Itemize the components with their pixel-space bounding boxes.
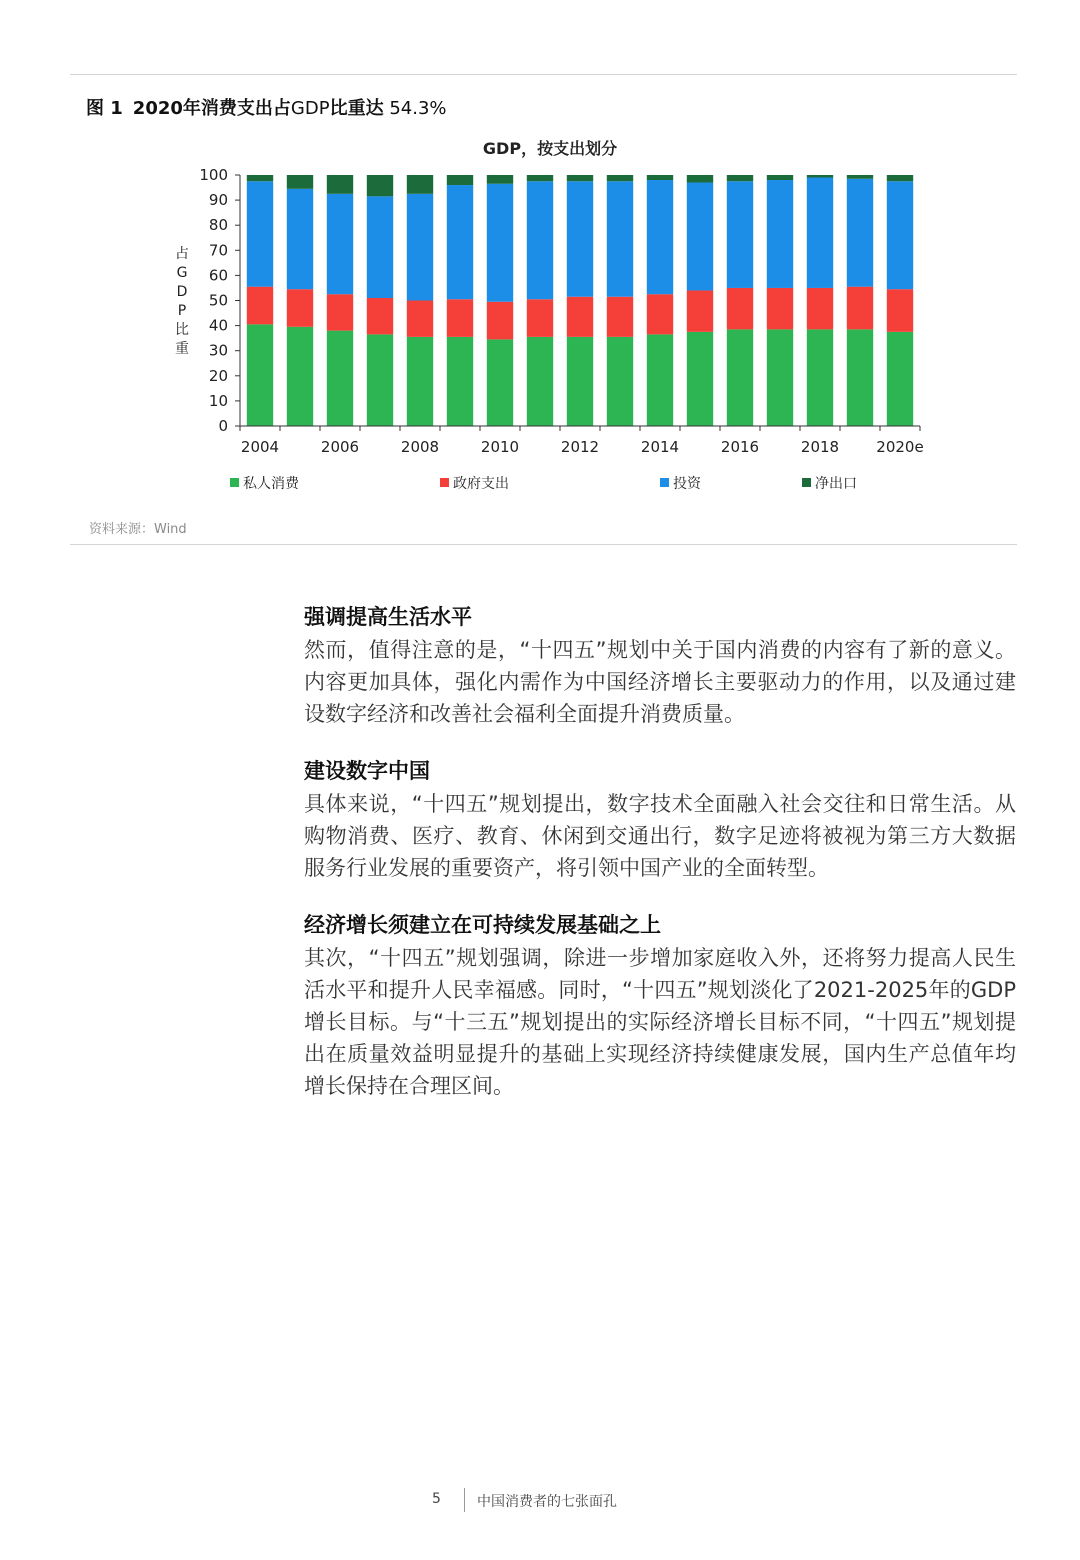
legend-item-1	[440, 475, 509, 492]
bar-segment-2015-s2	[687, 183, 713, 291]
bar-segment-2007-s0	[367, 334, 393, 426]
figure-title-value: 54.3%	[389, 98, 447, 119]
figure-label: 图 1	[86, 98, 123, 119]
bar-segment-2019-s2	[847, 179, 873, 287]
bar-segment-2009-s1	[447, 299, 473, 337]
bar-segment-2007-s2	[367, 196, 393, 298]
section-paragraph: 然而，值得注意的是，“十四五”规划中关于国内消费的内容有了新的意义。内容更加具体，强化内需作为中国经济增长主要驱动力的作用，以及通过建设数字经济和改善社会福利全面提升消费质量。	[304, 638, 1016, 726]
bar-segment-2005-s1	[287, 289, 313, 327]
bar-segment-2009-s0	[447, 337, 473, 426]
bar-segment-2019-s3	[847, 175, 873, 179]
bar-segment-2006-s3	[327, 175, 353, 194]
bar-segment-2006-s0	[327, 331, 353, 426]
bar-segment-2009-s3	[447, 175, 473, 185]
legend-label: 投资	[673, 476, 701, 492]
bar-segment-2018-s0	[807, 329, 833, 426]
bar-segment-2017-s2	[767, 180, 793, 288]
y-tick-label: 60	[208, 266, 228, 285]
bar-segment-2008-s1	[407, 301, 433, 337]
bar-segment-2016-s3	[727, 175, 753, 181]
bar-segment-2004-s2	[247, 181, 273, 286]
figure-title	[86, 94, 447, 120]
x-tick-label: 2010	[480, 438, 520, 456]
footer-title: 中国消费者的七张面孔	[477, 1494, 617, 1510]
legend-item-3	[802, 476, 857, 492]
bar-segment-2020e-s3	[887, 175, 913, 181]
bar-segment-2017-s0	[767, 329, 793, 426]
bar-segment-2010-s0	[487, 339, 513, 426]
bar-segment-2011-s2	[527, 181, 553, 299]
bar-segment-2013-s2	[607, 181, 633, 296]
bar-segment-2013-s3	[607, 175, 633, 181]
legend-item-2	[660, 475, 702, 492]
x-tick-label: 2014	[640, 438, 680, 456]
bar-segment-2014-s0	[647, 334, 673, 426]
bar-segment-2015-s0	[687, 332, 713, 426]
section-heading: 建设数字中国	[304, 759, 430, 783]
y-tick-label: 70	[208, 241, 228, 260]
x-tick-label: 2016	[720, 438, 760, 456]
x-tick-label: 2006	[320, 438, 360, 456]
bar-segment-2012-s2	[567, 181, 593, 296]
section-living-standards	[304, 602, 1016, 730]
x-tick-label: 2012	[560, 438, 600, 456]
bar-segment-2014-s1	[647, 294, 673, 334]
figure-title-part-a: 2020年消费支出占	[132, 98, 291, 119]
section-paragraph: 其次，“十四五”规划强调，除进一步增加家庭收入外，还将努力提高人民生活水平和提升人民幸福感。同时，“十四五”规划淡化了2021-2025年的GDP增长目标。与“十三五”规划提出的实际经济增长目标不同，“十四五”规划提出在质量效益明显提升的基础上实现经济持续健康发展，国内生产总值年均增长保持在合理区间。	[304, 946, 1016, 1098]
y-tick-label: 80	[208, 216, 228, 235]
bar-segment-2004-s3	[247, 175, 273, 181]
y-tick-label: 0	[218, 417, 228, 435]
y-axis-label-char: 占	[175, 246, 189, 262]
y-axis-label-char: P	[177, 303, 187, 319]
y-axis-label-char: 比	[175, 322, 189, 338]
bar-segment-2020e-s0	[887, 332, 913, 426]
bar-segment-2014-s3	[647, 175, 673, 180]
legend-swatch	[230, 478, 239, 487]
bar-segment-2006-s2	[327, 194, 353, 294]
bar-segment-2017-s1	[767, 288, 793, 329]
y-tick-label: 20	[208, 366, 228, 385]
bar-segment-2012-s3	[567, 175, 593, 181]
bar-segment-2006-s1	[327, 294, 353, 330]
section-digital-china	[304, 756, 1016, 884]
bar-segment-2005-s3	[287, 175, 313, 189]
legend-swatch	[660, 478, 669, 487]
bar-segment-2018-s2	[807, 178, 833, 288]
x-tick-label: 2020e	[876, 438, 924, 456]
bar-segment-2019-s0	[847, 329, 873, 426]
bar-segment-2020e-s2	[887, 181, 913, 289]
x-tick-label: 2004	[240, 438, 280, 456]
y-axis-label-char: D	[176, 284, 188, 300]
bar-segment-2020e-s1	[887, 289, 913, 332]
bar-segment-2015-s3	[687, 175, 713, 183]
bar-segment-2010-s2	[487, 184, 513, 302]
legend-label: 净出口	[815, 476, 857, 492]
bar-segment-2005-s0	[287, 327, 313, 426]
section-heading: 经济增长须建立在可持续发展基础之上	[304, 913, 661, 937]
y-tick-label: 40	[208, 316, 228, 335]
bar-segment-2010-s3	[487, 175, 513, 184]
bar-segment-2019-s1	[847, 287, 873, 330]
y-axis-label-char: 重	[175, 341, 189, 357]
bar-segment-2016-s1	[727, 288, 753, 329]
chart-bars	[247, 175, 913, 426]
y-axis-label-char: G	[176, 265, 188, 281]
gdp-stacked-bar-chart	[160, 130, 940, 510]
bar-segment-2016-s0	[727, 329, 753, 426]
legend-label: 政府支出	[453, 476, 509, 492]
bar-segment-2004-s1	[247, 287, 273, 325]
source-note: 资料来源：Wind	[89, 522, 187, 537]
bar-segment-2011-s1	[527, 299, 553, 337]
figure-title-gdp: GDP	[290, 98, 330, 119]
bar-segment-2016-s2	[727, 181, 753, 288]
page-number: 5	[432, 1491, 441, 1507]
x-tick-label: 2008	[400, 438, 440, 456]
bar-segment-2013-s0	[607, 337, 633, 426]
chart-legend	[230, 475, 857, 492]
figure-title-part-b: 比重达	[329, 98, 384, 119]
page-footer	[0, 1486, 1080, 1516]
section-sustainable-growth	[304, 910, 1016, 1102]
section-paragraph: 具体来说，“十四五”规划提出，数字技术全面融入社会交往和日常生活。从购物消费、医疗、教育、休闲到交通出行，数字足迹将被视为第三方大数据服务行业发展的重要资产，将引领中国产业的全面转型。	[304, 792, 1016, 880]
bottom-rule	[70, 544, 1017, 545]
bar-segment-2013-s1	[607, 297, 633, 337]
legend-swatch	[802, 478, 811, 487]
section-heading: 强调提高生活水平	[304, 605, 472, 629]
bar-segment-2012-s0	[567, 337, 593, 426]
bar-segment-2018-s1	[807, 288, 833, 329]
article-body	[304, 602, 1016, 1128]
y-tick-label: 30	[208, 341, 228, 360]
y-tick-label: 100	[199, 166, 228, 184]
top-rule	[70, 74, 1017, 75]
bar-segment-2010-s1	[487, 302, 513, 340]
bar-segment-2007-s3	[367, 175, 393, 196]
chart-title: GDP，按支出划分	[482, 139, 618, 158]
bar-segment-2005-s2	[287, 189, 313, 289]
y-tick-label: 90	[208, 191, 228, 210]
bar-segment-2011-s3	[527, 175, 553, 181]
bar-segment-2015-s1	[687, 290, 713, 331]
bar-segment-2008-s0	[407, 337, 433, 426]
legend-label: 私人消费	[243, 476, 299, 492]
y-axis-label	[175, 245, 189, 357]
bar-segment-2011-s0	[527, 337, 553, 426]
bar-segment-2012-s1	[567, 297, 593, 337]
bar-segment-2017-s3	[767, 175, 793, 180]
bar-segment-2004-s0	[247, 324, 273, 426]
bar-segment-2014-s2	[647, 180, 673, 294]
bar-segment-2007-s1	[367, 298, 393, 334]
y-tick-label: 50	[208, 291, 228, 310]
legend-swatch	[440, 478, 449, 487]
y-tick-label: 10	[208, 391, 228, 410]
bar-segment-2008-s2	[407, 194, 433, 301]
bar-segment-2018-s3	[807, 175, 833, 178]
bar-segment-2008-s3	[407, 175, 433, 194]
legend-item-0	[230, 475, 300, 492]
x-tick-label: 2018	[800, 438, 840, 456]
footer-divider	[464, 1488, 465, 1512]
bar-segment-2009-s2	[447, 185, 473, 299]
